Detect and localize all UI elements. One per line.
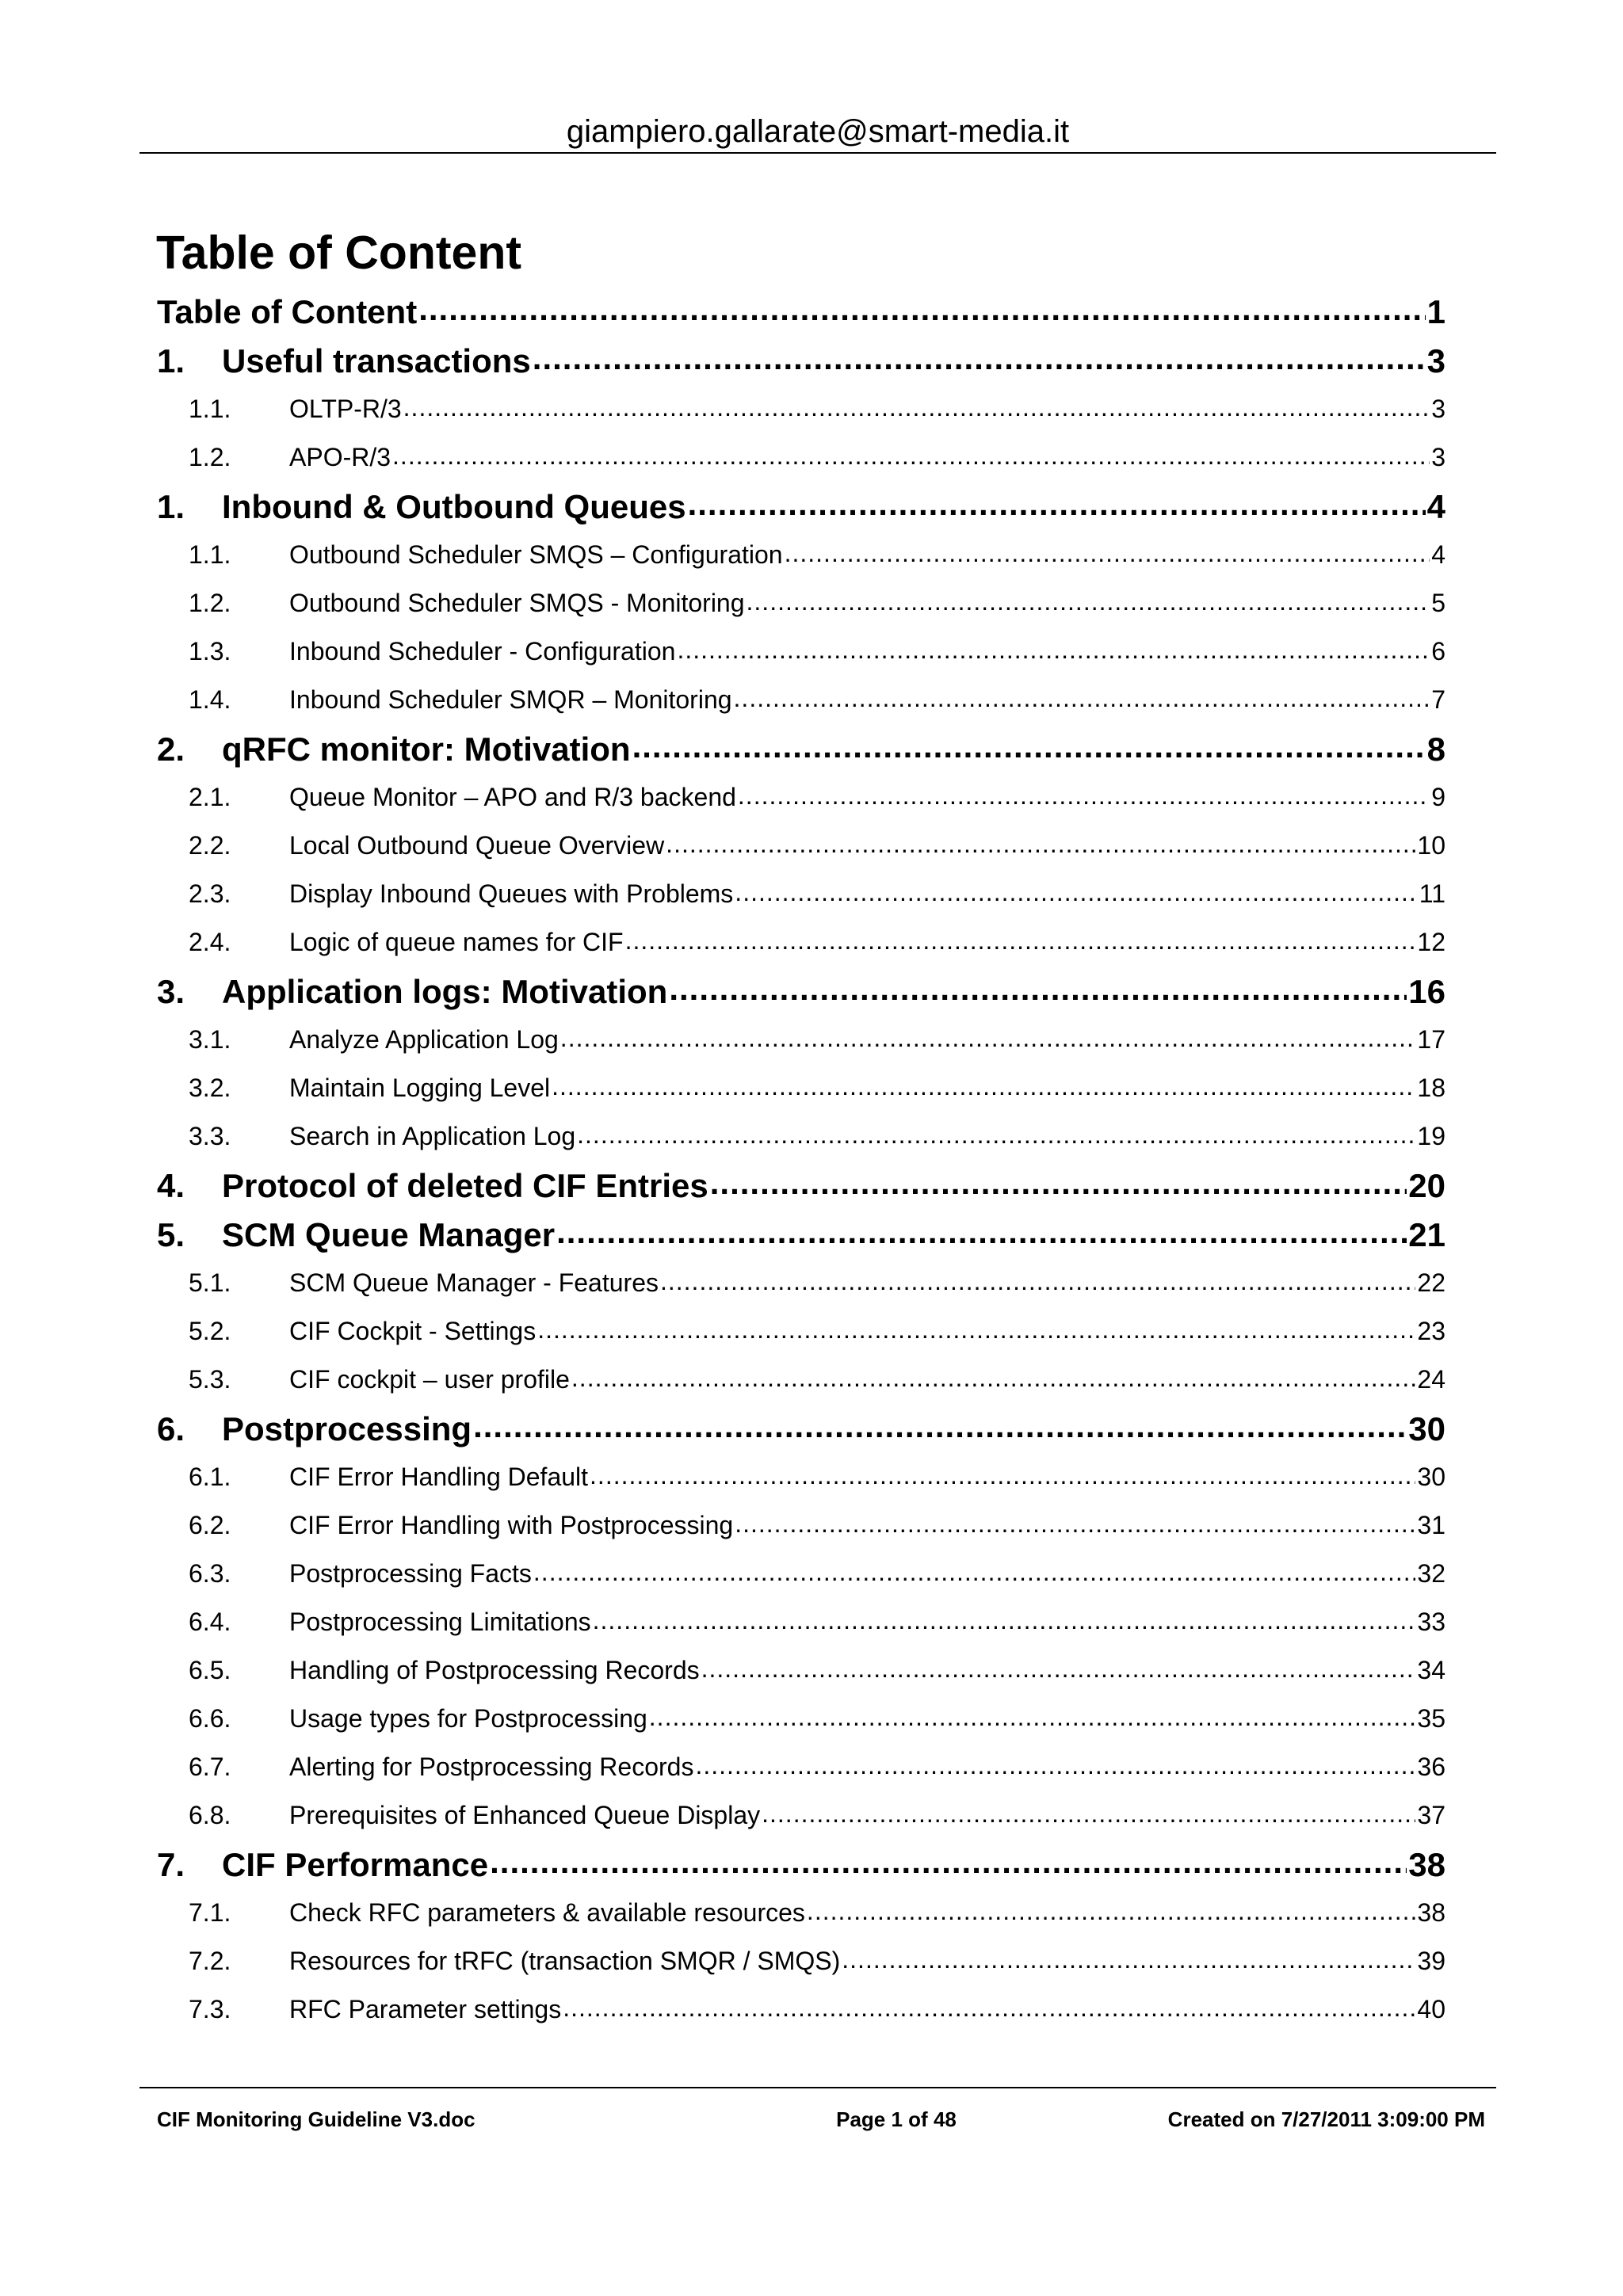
toc-entry-page: 40 [1417,1995,1445,2023]
toc-entry-title: Alerting for Postprocessing Records [289,1753,694,1781]
toc-entry[interactable] [157,1453,1445,1501]
toc-entry-title: CIF cockpit – user profile [289,1365,570,1394]
toc-entry-page: 7 [1431,685,1445,714]
toc-entry-page: 34 [1417,1656,1445,1684]
toc-entry-title: Search in Application Log [289,1122,576,1150]
toc-dot-leader [701,1656,1416,1695]
toc-entry-title: Inbound Scheduler SMQR – Monitoring [289,685,732,714]
toc-entry-title: CIF Error Handling Default [289,1463,589,1491]
toc-entry-title: CIF Performance [222,1846,489,1883]
toc-entry[interactable] [157,531,1445,579]
toc-entry-title: Inbound Scheduler - Configuration [289,637,676,666]
toc-entry[interactable] [157,967,1445,1016]
toc-entry[interactable] [157,336,1445,385]
toc-dot-leader [735,1511,1415,1550]
toc-entry-title: Queue Monitor – APO and R/3 backend [289,783,736,811]
toc-entry-number: 5. [157,1216,185,1253]
toc-dot-leader [649,1704,1416,1743]
toc-entry-number: 1. [157,488,185,525]
toc-entry-page: 38 [1417,1898,1445,1927]
toc-entry[interactable] [157,1210,1445,1259]
toc-entry[interactable] [157,1550,1445,1598]
toc-entry-page: 3 [1431,443,1445,471]
header-email: giampiero.gallarate@smart-media.it [566,114,1070,149]
toc-entry-number: 1.1. [189,395,231,423]
toc-dot-leader [403,395,1430,433]
toc-entry[interactable] [157,385,1445,433]
toc-entry-title: Protocol of deleted CIF Entries [222,1167,708,1204]
toc-entry-page: 32 [1417,1559,1445,1588]
toc-entry[interactable] [157,1743,1445,1791]
footer-filename: CIF Monitoring Guideline V3.doc [157,2107,475,2131]
toc-entry[interactable] [157,1356,1445,1404]
toc-entry[interactable] [157,482,1445,531]
toc-entry-number: 1.3. [189,637,231,666]
toc-dot-leader [842,1947,1415,1985]
toc-dot-leader [625,928,1416,967]
toc-entry-title: Postprocessing Facts [289,1559,532,1588]
toc-entry[interactable] [157,579,1445,627]
toc-entry-page: 20 [1408,1167,1445,1204]
toc-entry-title: Local Outbound Queue Overview [289,831,665,860]
toc-dot-leader [660,1268,1415,1307]
toc-entry-number: 6.4. [189,1608,231,1636]
toc-entry-number: 1. [157,342,185,379]
toc-entry-title: Check RFC parameters & available resources [289,1898,805,1927]
toc-entry[interactable] [157,433,1445,482]
toc-entry-number: 6.7. [189,1753,231,1781]
toc-entry-page: 21 [1408,1216,1445,1253]
toc-entry-number: 2.3. [189,879,231,908]
toc-entry[interactable] [157,1889,1445,1937]
toc-dot-leader [556,1216,1407,1259]
toc-entry-page: 36 [1417,1753,1445,1781]
footer-page-number: Page 1 of 48 [836,2107,957,2131]
toc-entry[interactable] [157,822,1445,870]
toc-entry-title: Display Inbound Queues with Problems [289,879,734,908]
toc-entry-number: 6.2. [189,1511,231,1539]
toc-entry-page: 9 [1431,783,1445,811]
toc-entry[interactable] [157,1064,1445,1112]
toc-entry-title: Usage types for Postprocessing [289,1704,647,1733]
toc-entry-number: 7.3. [189,1995,231,2023]
toc-entry[interactable] [157,287,1445,336]
toc-dot-leader [738,783,1430,822]
toc-entry-page: 39 [1417,1947,1445,1975]
toc-entry-page: 5 [1431,589,1445,617]
toc-entry-number: 3. [157,973,185,1010]
toc-dot-leader [418,293,1425,336]
toc-dot-leader [593,1608,1416,1646]
toc-entry-number: 7.2. [189,1947,231,1975]
toc-entry-page: 38 [1408,1846,1445,1883]
toc-dot-leader [734,685,1430,724]
footer-created-date: Created on 7/27/2011 3:09:00 PM [1167,2107,1485,2131]
toc-entry[interactable] [157,1937,1445,1985]
toc-dot-leader [695,1753,1415,1791]
toc-entry-page: 3 [1431,395,1445,423]
toc-entry-title: OLTP-R/3 [289,395,402,423]
toc-entry-page: 23 [1417,1317,1445,1345]
toc-entry-page: 37 [1417,1801,1445,1829]
toc-dot-leader [490,1846,1407,1889]
toc-entry[interactable] [157,1501,1445,1550]
toc-entry-title: qRFC monitor: Motivation [222,730,631,768]
toc-dot-leader [762,1801,1415,1840]
toc-dot-leader [785,540,1430,579]
toc-entry-title: RFC Parameter settings [289,1995,562,2023]
toc-dot-leader [666,831,1415,870]
toc-entry[interactable] [157,1791,1445,1840]
toc-entry-number: 2.2. [189,831,231,860]
toc-entry[interactable] [157,1695,1445,1743]
toc-entry[interactable] [157,676,1445,724]
toc-entry[interactable] [157,918,1445,967]
toc-entry[interactable] [157,1646,1445,1695]
toc-entry-number: 3.3. [189,1122,231,1150]
toc-entry-number: 1.4. [189,685,231,714]
toc-entry-number: 3.1. [189,1025,231,1054]
toc-entry-number: 1.2. [189,589,231,617]
toc-dot-leader [563,1995,1415,2034]
toc-entry[interactable] [157,1259,1445,1307]
toc-dot-leader [669,973,1407,1016]
toc-entry-number: 6.3. [189,1559,231,1588]
toc-entry-title: Outbound Scheduler SMQS – Configuration [289,540,783,569]
toc-entry[interactable] [157,1112,1445,1161]
toc-entry-number: 2.1. [189,783,231,811]
toc-dot-leader [533,1559,1416,1598]
toc-dot-leader [735,879,1417,918]
toc-entry-number: 5.3. [189,1365,231,1394]
toc-dot-leader [560,1025,1416,1064]
toc-entry-page: 11 [1419,879,1445,908]
toc-entry-title: Analyze Application Log [289,1025,559,1054]
toc-entry-title: Inbound & Outbound Queues [222,488,686,525]
toc-entry-page: 1 [1426,293,1445,330]
toc-dot-leader [677,637,1430,676]
toc-entry-page: 16 [1408,973,1445,1010]
toc-entry-number: 4. [157,1167,185,1204]
toc-entry-page: 10 [1417,831,1445,860]
toc-entry[interactable] [157,1161,1445,1210]
toc-entry[interactable] [157,1985,1445,2034]
toc-entry-page: 18 [1417,1074,1445,1102]
toc-entry-number: 3.2. [189,1074,231,1102]
toc-dot-leader [473,1410,1407,1453]
toc-entry-number: 7. [157,1846,185,1883]
toc-entry-page: 30 [1408,1410,1445,1447]
toc-entry-title: Table of Content [157,293,418,330]
toc-entry-number: 6.1. [189,1463,231,1491]
toc-entry-title: Logic of queue names for CIF [289,928,624,956]
toc-dot-leader [537,1317,1415,1356]
toc-dot-leader [688,488,1426,531]
toc-entry-title: Outbound Scheduler SMQS - Monitoring [289,589,745,617]
toc-entry-title: SCM Queue Manager [222,1216,556,1253]
toc-entry-title: Resources for tRFC (transaction SMQR / SMQS) [289,1947,841,1975]
toc-entry-title: SCM Queue Manager - Features [289,1268,659,1297]
toc-entry-title: Prerequisites of Enhanced Queue Display [289,1801,761,1829]
toc-entry-title: CIF Cockpit - Settings [289,1317,537,1345]
toc-entry-page: 19 [1417,1122,1445,1150]
page-title: Table of Content [156,227,522,279]
toc-entry-title: Handling of Postprocessing Records [289,1656,700,1684]
toc-dot-leader [571,1365,1416,1404]
toc-dot-leader [747,589,1430,627]
table-of-contents [157,287,1445,2034]
toc-entry-page: 8 [1426,730,1445,768]
toc-entry-number: 1.2. [189,443,231,471]
toc-entry-page: 4 [1431,540,1445,569]
toc-dot-leader [590,1463,1415,1501]
toc-entry-number: 2. [157,730,185,768]
toc-entry[interactable] [157,1404,1445,1453]
toc-entry-page: 30 [1417,1463,1445,1491]
toc-entry-title: Postprocessing [222,1410,472,1447]
toc-entry-number: 5.1. [189,1268,231,1297]
toc-dot-leader [632,730,1426,773]
toc-entry-page: 4 [1426,488,1445,525]
toc-entry-title: Maintain Logging Level [289,1074,551,1102]
page-footer [139,2087,1496,2136]
toc-entry-page: 17 [1417,1025,1445,1054]
toc-entry[interactable] [157,1840,1445,1889]
toc-entry-number: 5.2. [189,1317,231,1345]
toc-entry-page: 3 [1426,342,1445,379]
toc-entry-number: 6. [157,1410,185,1447]
toc-entry-page: 6 [1431,637,1445,666]
toc-entry-page: 31 [1417,1511,1445,1539]
toc-entry-title: Application logs: Motivation [222,973,668,1010]
toc-entry-number: 7.1. [189,1898,231,1927]
toc-entry-title: APO-R/3 [289,443,391,471]
toc-entry-title: CIF Error Handling with Postprocessing [289,1511,734,1539]
toc-entry-number: 6.8. [189,1801,231,1829]
toc-dot-leader [552,1074,1415,1112]
toc-entry-page: 12 [1417,928,1445,956]
toc-entry-page: 22 [1417,1268,1445,1297]
toc-entry-title: Postprocessing Limitations [289,1608,591,1636]
toc-entry[interactable] [157,1307,1445,1356]
toc-entry-number: 6.5. [189,1656,231,1684]
toc-dot-leader [533,342,1426,385]
toc-entry[interactable] [157,870,1445,918]
toc-dot-leader [807,1898,1415,1937]
toc-dot-leader [577,1122,1415,1161]
toc-entry-number: 1.1. [189,540,231,569]
toc-entry-page: 35 [1417,1704,1445,1733]
toc-entry-page: 24 [1417,1365,1445,1394]
toc-entry-page: 33 [1417,1608,1445,1636]
toc-entry[interactable] [157,724,1445,773]
toc-entry[interactable] [157,773,1445,822]
toc-entry[interactable] [157,627,1445,676]
toc-entry-title: Useful transactions [222,342,531,379]
page-header [139,111,1496,154]
toc-dot-leader [710,1167,1407,1210]
toc-dot-leader [392,443,1430,482]
toc-entry[interactable] [157,1598,1445,1646]
toc-entry-number: 2.4. [189,928,231,956]
toc-entry-number: 6.6. [189,1704,231,1733]
toc-entry[interactable] [157,1016,1445,1064]
